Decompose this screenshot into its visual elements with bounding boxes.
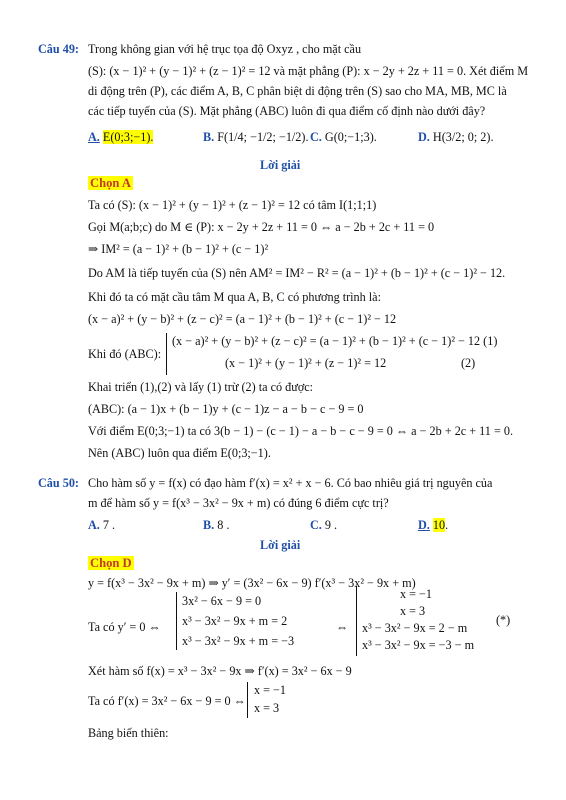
q49-option-b[interactable] <box>203 130 309 144</box>
option-letter: D. <box>418 130 430 144</box>
q49-system-eq1: (x − a)² + (y − b)² + (z − c)² = (a − 1)² + (b − 1)² + (c − 1)² − 12 (1) <box>172 334 498 348</box>
option-letter: C. <box>310 130 322 144</box>
option-letter: C. <box>310 518 322 532</box>
q50-derivative-prefix: Ta có f′(x) = 3x² − 6x − 9 = 0 ⇔ <box>88 694 246 708</box>
q49-system-eq2: (x − 1)² + (y − 1)² + (z − 1)² = 12 <box>225 356 387 370</box>
q49-option-c[interactable] <box>310 130 377 144</box>
q50-solution-line1: y = f(x³ − 3x² − 9x + m) ⇒ y′ = (3x² − 6x − 9) f′(x³ − 3x² − 9x + m) <box>88 576 416 590</box>
q49-solution-title: Lời giải <box>260 158 301 172</box>
option-letter: D. <box>418 518 430 532</box>
q50-root-1: x = −1 <box>254 683 287 697</box>
option-letter: A. <box>88 518 100 532</box>
choice-badge: Chọn D <box>90 556 132 570</box>
q50-sys2-line4: x³ − 3x² − 9x = −3 − m <box>362 638 475 652</box>
q49-option-d[interactable] <box>418 130 494 144</box>
q50-sys2-line2: x = 3 <box>400 604 426 618</box>
q49-solution-line10: Với điểm E(0;3;−1) ta có 3(b − 1) − (c − 1) − a − b − c − 9 = 0 ⇔ a − 2b + 2c + 11 = 0. <box>88 424 514 438</box>
option-text: 10 <box>432 518 446 532</box>
option-text: H(3/2; 0; 2). <box>432 130 494 144</box>
q49-solution-line1: Ta có (S): (x − 1)² + (y − 1)² + (z − 1)² = 12 có tâm I(1;1;1) <box>88 198 377 212</box>
q50-option-c[interactable] <box>310 518 337 532</box>
q49-label: Câu 49: <box>38 42 79 56</box>
system-brace <box>166 333 167 375</box>
choice-badge: Chọn A <box>90 176 131 190</box>
q50-star-tag: (*) <box>496 613 511 627</box>
system-brace-right <box>356 586 357 656</box>
q49-solution-line4: Do AM là tiếp tuyến của (S) nên AM² = IM² − R² = (a − 1)² + (b − 1)² + (c − 1)² − 12. <box>88 266 506 280</box>
option-text: 9 . <box>324 518 338 532</box>
q49-choice <box>88 176 133 190</box>
q49-system-prefix: Khi đó (ABC): <box>88 347 162 361</box>
q50-option-b[interactable] <box>203 518 229 532</box>
q49-option-a[interactable] <box>88 130 153 144</box>
q49-solution-line6: (x − a)² + (y − b)² + (z − c)² = (a − 1)² + (b − 1)² + (c − 1)² − 12 <box>88 312 397 326</box>
option-text: F(1/4; −1/2; −1/2). <box>217 130 309 144</box>
system-brace-left <box>176 592 177 650</box>
q50-system-prefix: Ta có y′ = 0 ⇔ <box>88 620 161 634</box>
q49-text-line2: (S): (x − 1)² + (y − 1)² + (z − 1)² = 12 và mặt phẳng (P): x − 2y + 2z + 11 = 0. Xét điểm M <box>88 64 529 78</box>
q50-label: Câu 50: <box>38 476 79 490</box>
q50-option-d[interactable]: D. 10. <box>418 518 449 532</box>
option-text: G(0;−1;3). <box>324 130 377 144</box>
q49-text-line1: Trong không gian với hệ trục tọa độ Oxyz , cho mặt cầu <box>88 42 362 56</box>
option-text: 7 . <box>102 518 116 532</box>
q49-solution-line11: Nên (ABC) luôn qua điểm E(0;3;−1). <box>88 446 271 460</box>
equivalent-symbol: ⇔ <box>336 620 349 634</box>
q50-choice <box>88 556 134 570</box>
q49-system-tag2: (2) <box>461 356 476 370</box>
option-text: 8 . <box>217 518 230 532</box>
q50-solution-line3: Xét hàm số f(x) = x³ − 3x² − 9x ⇒ f′(x) = 3x² − 6x − 9 <box>88 664 352 678</box>
option-letter: A. <box>88 130 100 144</box>
q50-sys1-line2: x³ − 3x² − 9x + m = 2 <box>182 614 288 628</box>
q50-sys2-line3: x³ − 3x² − 9x = 2 − m <box>362 621 468 635</box>
q49-solution-line8: Khai triển (1),(2) và lấy (1) trừ (2) ta có được: <box>88 380 314 394</box>
q49-solution-line3: ⇒ IM² = (a − 1)² + (b − 1)² + (c − 1)² <box>88 242 269 256</box>
q50-variation-table-label: Bảng biến thiên: <box>88 726 169 740</box>
q50-solution-title: Lời giải <box>260 538 301 552</box>
option-letter: B. <box>203 130 215 144</box>
q49-solution-line5: Khi đó ta có mặt cầu tâm M qua A, B, C có phương trình là: <box>88 290 381 304</box>
option-letter: B. <box>203 518 215 532</box>
option-text: E(0;3;−1). <box>102 130 154 144</box>
derivative-brace <box>247 682 248 718</box>
q50-sys1-line3: x³ − 3x² − 9x + m = −3 <box>182 634 295 648</box>
q50-sys2-line1: x = −1 <box>400 587 433 601</box>
q50-option-a[interactable] <box>88 518 115 532</box>
q49-text-line4: các tiếp tuyến của (S). Mặt phẳng (ABC) luôn đi qua điểm cố định nào dưới đây? <box>88 104 486 118</box>
q50-root-2: x = 3 <box>254 701 280 715</box>
q49-solution-line9: (ABC): (a − 1)x + (b − 1)y + (c − 1)z − a − b − c − 9 = 0 <box>88 402 364 416</box>
q50-text-line2: m để hàm số y = f(x³ − 3x² − 9x + m) có đúng 6 điểm cực trị? <box>88 496 389 510</box>
q49-text-line3: di động trên (P), các điểm A, B, C phân biệt di động trên (S) sao cho MA, MB, MC là <box>88 84 507 98</box>
q50-text-line1: Cho hàm số y = f(x) có đạo hàm f′(x) = x² + x − 6. Có bao nhiêu giá trị nguyên của <box>88 476 493 490</box>
q50-sys1-line1: 3x² − 6x − 9 = 0 <box>182 594 262 608</box>
q49-solution-line2: Gọi M(a;b;c) do M ∈ (P): x − 2y + 2z + 11 = 0 ⇔ a − 2b + 2c + 11 = 0 <box>88 220 435 234</box>
